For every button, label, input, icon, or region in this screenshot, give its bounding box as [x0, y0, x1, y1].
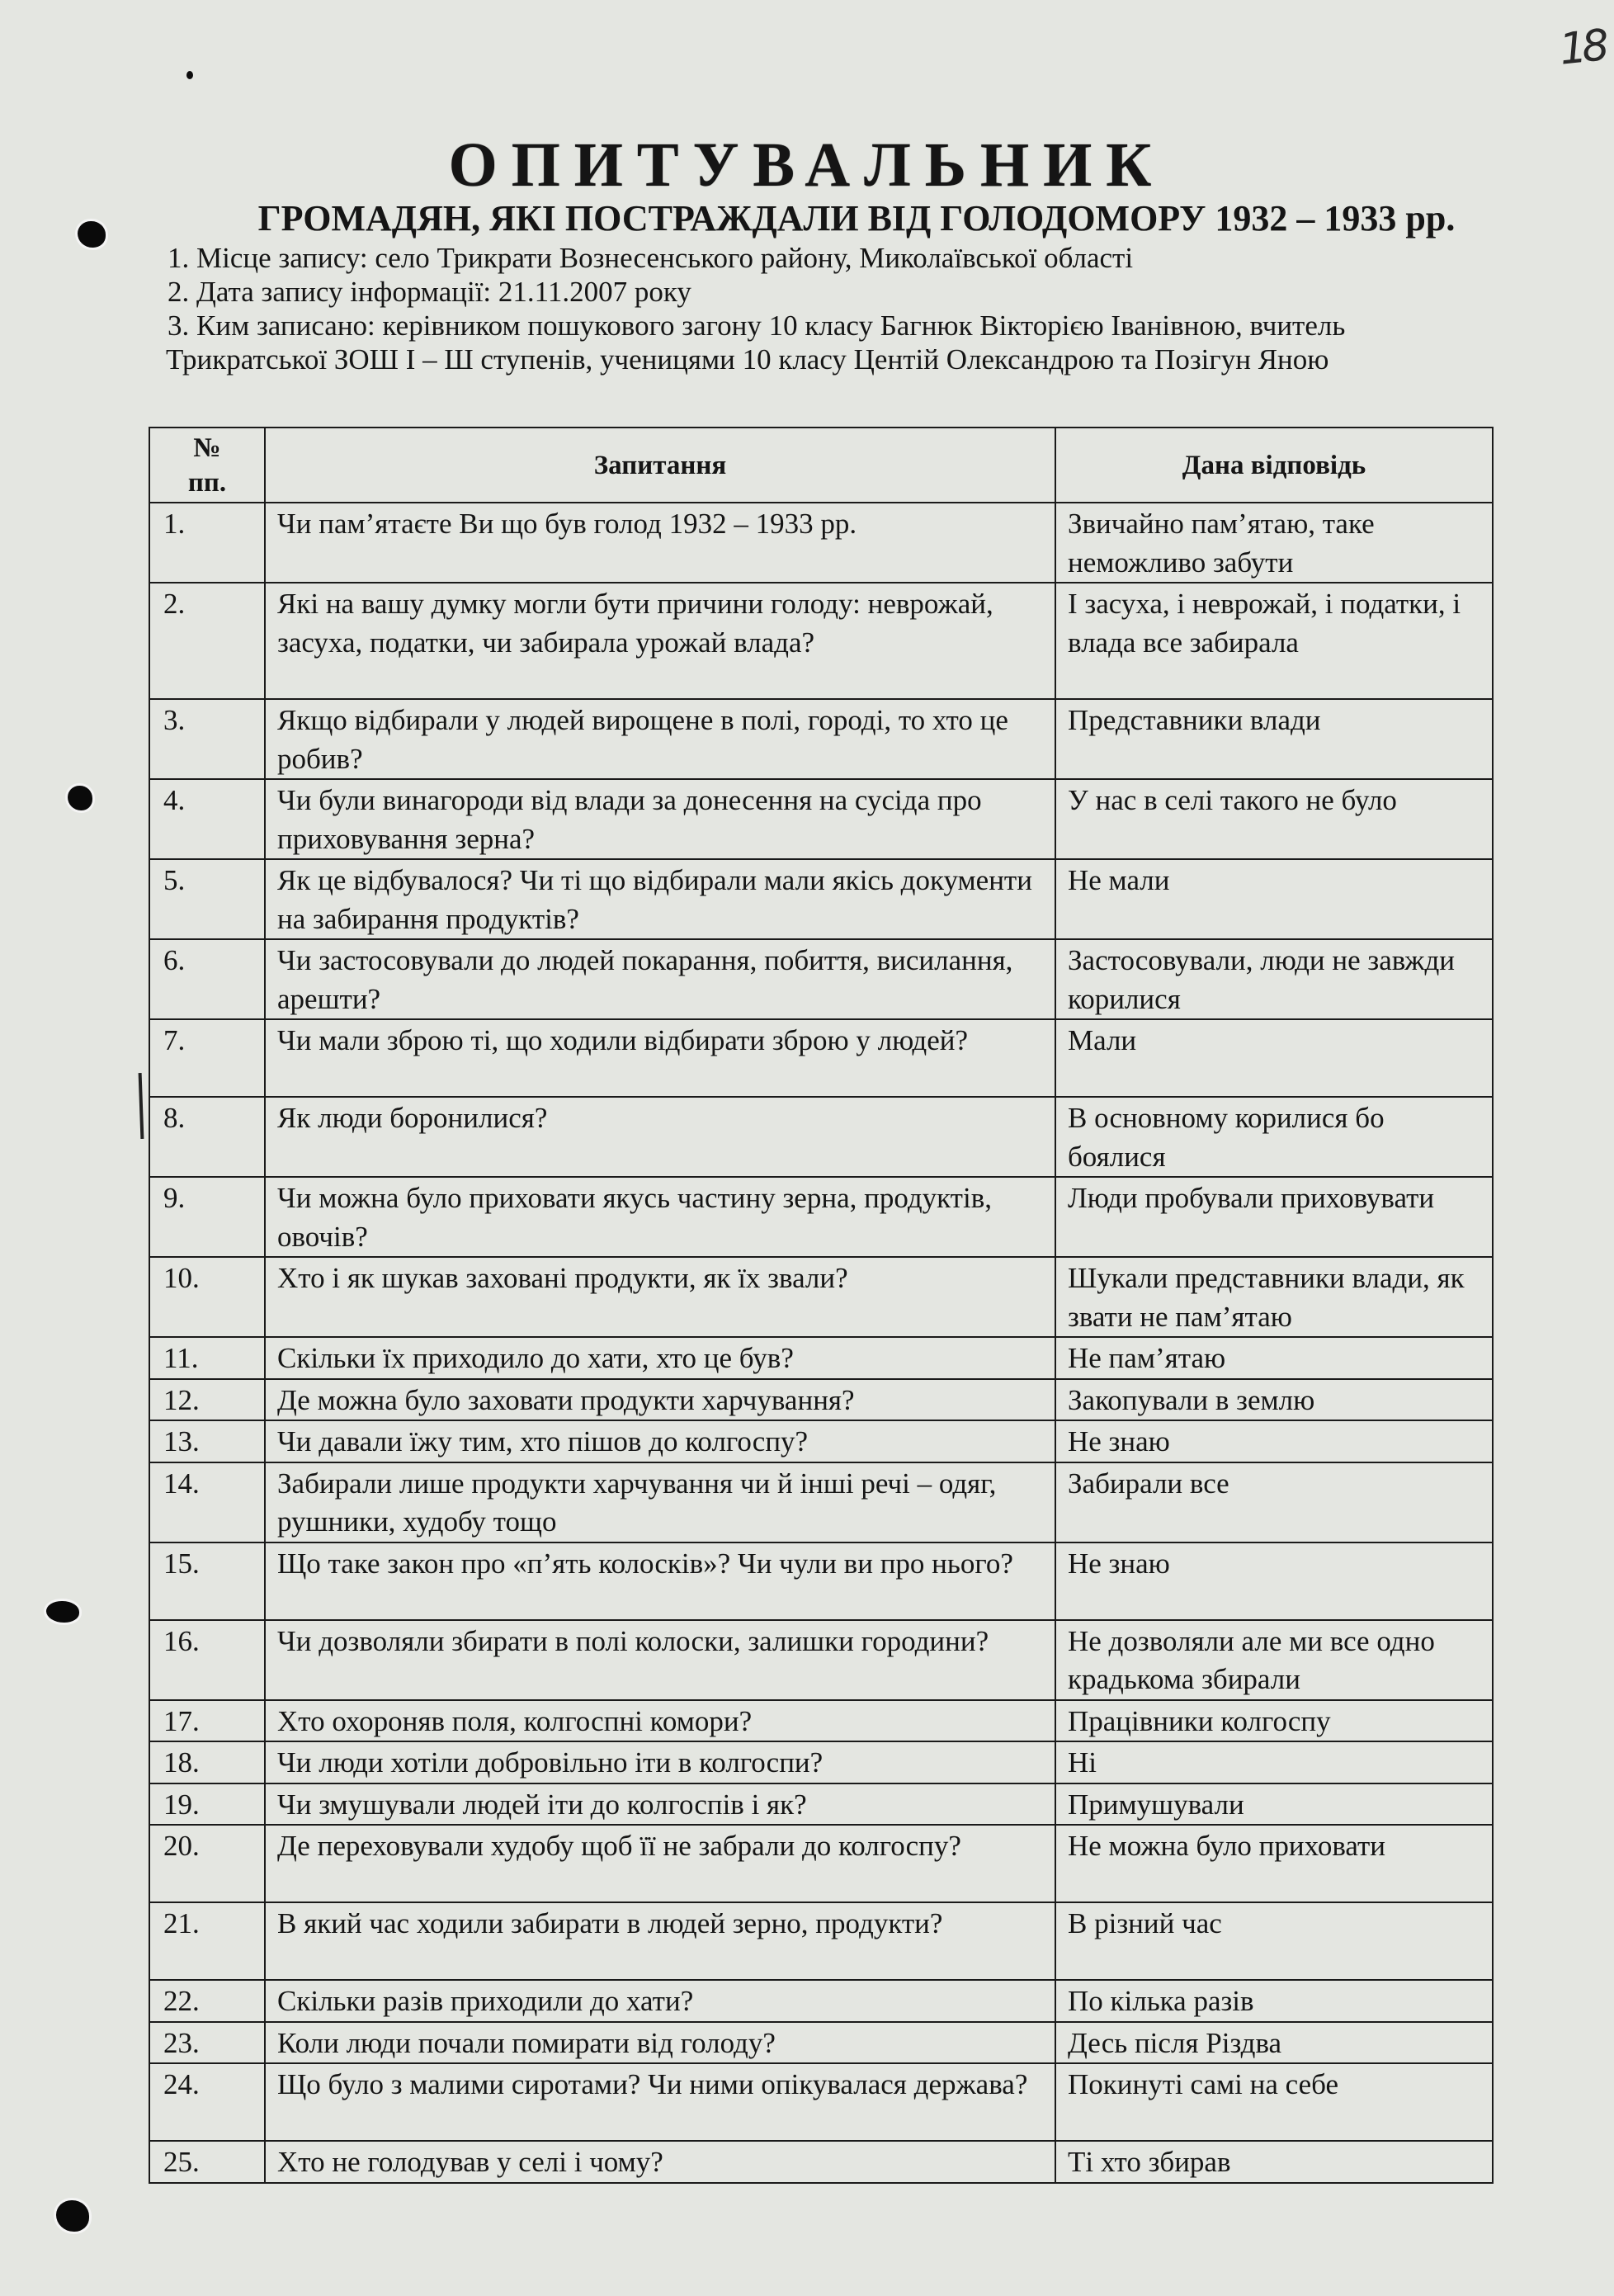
answer-cell: В основному корилися бо боялися: [1055, 1097, 1493, 1177]
answer-cell: Закопували в землю: [1055, 1379, 1493, 1421]
table-row: [149, 1379, 1493, 1421]
answer-cell: Застосовували, люди не завжди корилися: [1055, 939, 1493, 1019]
row-number: 22.: [149, 1980, 265, 2022]
row-number: 14.: [149, 1462, 265, 1542]
questionnaire-table: [149, 427, 1494, 2184]
table-row: [149, 1337, 1493, 1379]
question-cell: Що було з малими сиротами? Чи ними опікувалася держава?: [265, 2063, 1055, 2141]
document-title: ОПИТУВАЛЬНИК: [448, 130, 1166, 200]
question-cell: В який час ходили забирати в людей зерно, продукти?: [265, 1902, 1055, 1980]
answer-cell: Не можна було приховати: [1055, 1825, 1493, 1902]
row-number: 4.: [149, 779, 265, 859]
answer-cell: Десь після Різдва: [1055, 2022, 1493, 2064]
answer-cell: Не мали: [1055, 859, 1493, 939]
table-row: [149, 779, 1493, 859]
table-row: [149, 1177, 1493, 1257]
document-subtitle: ГРОМАДЯН, ЯКІ ПОСТРАЖДАЛИ ВІД ГОЛОДОМОРУ 1932 – 1933 рр.: [257, 198, 1456, 239]
question-cell: Якщо відбирали у людей вирощене в полі, городі, то хто це робив?: [265, 699, 1055, 779]
punch-hole-icon: [56, 2200, 89, 2232]
header-answer: Дана відповідь: [1055, 428, 1493, 503]
table-row: [149, 939, 1493, 1019]
question-cell: Скільки їх приходило до хати, хто це був?: [265, 1337, 1055, 1379]
answer-cell: Не знаю: [1055, 1420, 1493, 1462]
row-number: 25.: [149, 2141, 265, 2183]
table-row: [149, 1257, 1493, 1337]
question-cell: Як це відбувалося? Чи ті що відбирали мали якісь документи на забирання продуктів?: [265, 859, 1055, 939]
answer-cell: Покинуті самі на себе: [1055, 2063, 1493, 2141]
row-number: 24.: [149, 2063, 265, 2141]
punch-hole-icon: [46, 1601, 79, 1623]
table-row: [149, 859, 1493, 939]
answer-cell: Не знаю: [1055, 1542, 1493, 1620]
question-cell: Що таке закон про «п’ять колосків»? Чи чули ви про нього?: [265, 1542, 1055, 1620]
answer-cell: Працівники колгоспу: [1055, 1700, 1493, 1742]
question-cell: Скільки разів приходили до хати?: [265, 1980, 1055, 2022]
table-row: [149, 1783, 1493, 1826]
info-recorded-by-continued: Трикратської ЗОШ І – Ш ступенів, ученицями 10 класу Центій Олександрою та Позігун Яною: [166, 343, 1329, 376]
header-question: Запитання: [265, 428, 1055, 503]
answer-cell: Представники влади: [1055, 699, 1493, 779]
question-cell: Чи застосовували до людей покарання, побиття, висилання, арешти?: [265, 939, 1055, 1019]
row-number: 21.: [149, 1902, 265, 1980]
answer-cell: Звичайно пам’ятаю, таке неможливо забути: [1055, 503, 1493, 583]
pen-mark: [139, 1073, 144, 1139]
table-row: [149, 1542, 1493, 1620]
row-number: 3.: [149, 699, 265, 779]
row-number: 10.: [149, 1257, 265, 1337]
table-row: [149, 1620, 1493, 1700]
row-number: 1.: [149, 503, 265, 583]
ink-dot: [186, 71, 193, 79]
table-row: [149, 583, 1493, 699]
table-row: [149, 1741, 1493, 1783]
table-row: [149, 2063, 1493, 2141]
question-cell: Чи давали їжу тим, хто пішов до колгоспу?: [265, 1420, 1055, 1462]
table-row: [149, 1097, 1493, 1177]
question-cell: Де переховували худобу щоб її не забрали до колгоспу?: [265, 1825, 1055, 1902]
table-row: [149, 503, 1493, 583]
table-row: [149, 1980, 1493, 2022]
table-header-row: [149, 428, 1493, 503]
punch-hole-icon: [78, 221, 106, 248]
table-row: [149, 1700, 1493, 1742]
question-cell: Хто не голодував у селі і чому?: [265, 2141, 1055, 2183]
question-cell: Чи мали зброю ті, що ходили відбирати зброю у людей?: [265, 1019, 1055, 1097]
question-cell: Хто і як шукав заховані продукти, як їх звали?: [265, 1257, 1055, 1337]
table-row: [149, 1462, 1493, 1542]
table-row: [149, 1902, 1493, 1980]
answer-cell: В різний час: [1055, 1902, 1493, 1980]
row-number: 20.: [149, 1825, 265, 1902]
punch-hole-icon: [68, 786, 92, 810]
row-number: 6.: [149, 939, 265, 1019]
answer-cell: Люди пробували приховувати: [1055, 1177, 1493, 1257]
header-number: № пп.: [149, 428, 265, 503]
table-row: [149, 2141, 1493, 2183]
answer-cell: У нас в селі такого не було: [1055, 779, 1493, 859]
info-date: 2. Дата запису інформації: 21.11.2007 року: [168, 276, 691, 308]
answer-cell: Мали: [1055, 1019, 1493, 1097]
handwritten-page-number: 18: [1557, 21, 1607, 75]
answer-cell: Ні: [1055, 1741, 1493, 1783]
table-row: [149, 2022, 1493, 2064]
answer-cell: Шукали представники влади, як звати не пам’ятаю: [1055, 1257, 1493, 1337]
question-cell: Чи дозволяли збирати в полі колоски, залишки городини?: [265, 1620, 1055, 1700]
answer-cell: Примушували: [1055, 1783, 1493, 1826]
row-number: 12.: [149, 1379, 265, 1421]
info-recorded-by: 3. Ким записано: керівником пошукового загону 10 класу Багнюк Вікторією Іванівною, вчитель: [168, 309, 1346, 342]
row-number: 5.: [149, 859, 265, 939]
row-number: 17.: [149, 1700, 265, 1742]
row-number: 8.: [149, 1097, 265, 1177]
record-info: [168, 241, 1521, 376]
question-cell: Забирали лише продукти харчування чи й інші речі – одяг, рушники, худобу тощо: [265, 1462, 1055, 1542]
question-cell: Де можна було заховати продукти харчування?: [265, 1379, 1055, 1421]
row-number: 7.: [149, 1019, 265, 1097]
question-cell: Чи люди хотіли добровільно іти в колгоспи?: [265, 1741, 1055, 1783]
table-row: [149, 1825, 1493, 1902]
question-cell: Які на вашу думку могли бути причини голоду: неврожай, засуха, податки, чи забирала урожай влада?: [265, 583, 1055, 699]
question-cell: Чи були винагороди від влади за донесення на сусіда про приховування зерна?: [265, 779, 1055, 859]
question-cell: Чи пам’ятаєте Ви що був голод 1932 – 1933 рр.: [265, 503, 1055, 583]
question-cell: Як люди боронилися?: [265, 1097, 1055, 1177]
row-number: 9.: [149, 1177, 265, 1257]
row-number: 11.: [149, 1337, 265, 1379]
table-row: [149, 1420, 1493, 1462]
table-row: [149, 699, 1493, 779]
question-cell: Чи змушували людей іти до колгоспів і як?: [265, 1783, 1055, 1826]
question-cell: Чи можна було приховати якусь частину зерна, продуктів, овочів?: [265, 1177, 1055, 1257]
question-cell: Коли люди почали помирати від голоду?: [265, 2022, 1055, 2064]
row-number: 16.: [149, 1620, 265, 1700]
answer-cell: Не пам’ятаю: [1055, 1337, 1493, 1379]
row-number: 18.: [149, 1741, 265, 1783]
row-number: 13.: [149, 1420, 265, 1462]
info-place: 1. Місце запису: село Трикрати Вознесенського району, Миколаївської області: [168, 242, 1134, 274]
table-row: [149, 1019, 1493, 1097]
question-cell: Хто охороняв поля, колгоспні комори?: [265, 1700, 1055, 1742]
answer-cell: Забирали все: [1055, 1462, 1493, 1542]
row-number: 23.: [149, 2022, 265, 2064]
answer-cell: По кілька разів: [1055, 1980, 1493, 2022]
row-number: 2.: [149, 583, 265, 699]
answer-cell: І засуха, і неврожай, і податки, і влада все забирала: [1055, 583, 1493, 699]
answer-cell: Ті хто збирав: [1055, 2141, 1493, 2183]
answer-cell: Не дозволяли але ми все одно крадькома збирали: [1055, 1620, 1493, 1700]
row-number: 15.: [149, 1542, 265, 1620]
row-number: 19.: [149, 1783, 265, 1826]
